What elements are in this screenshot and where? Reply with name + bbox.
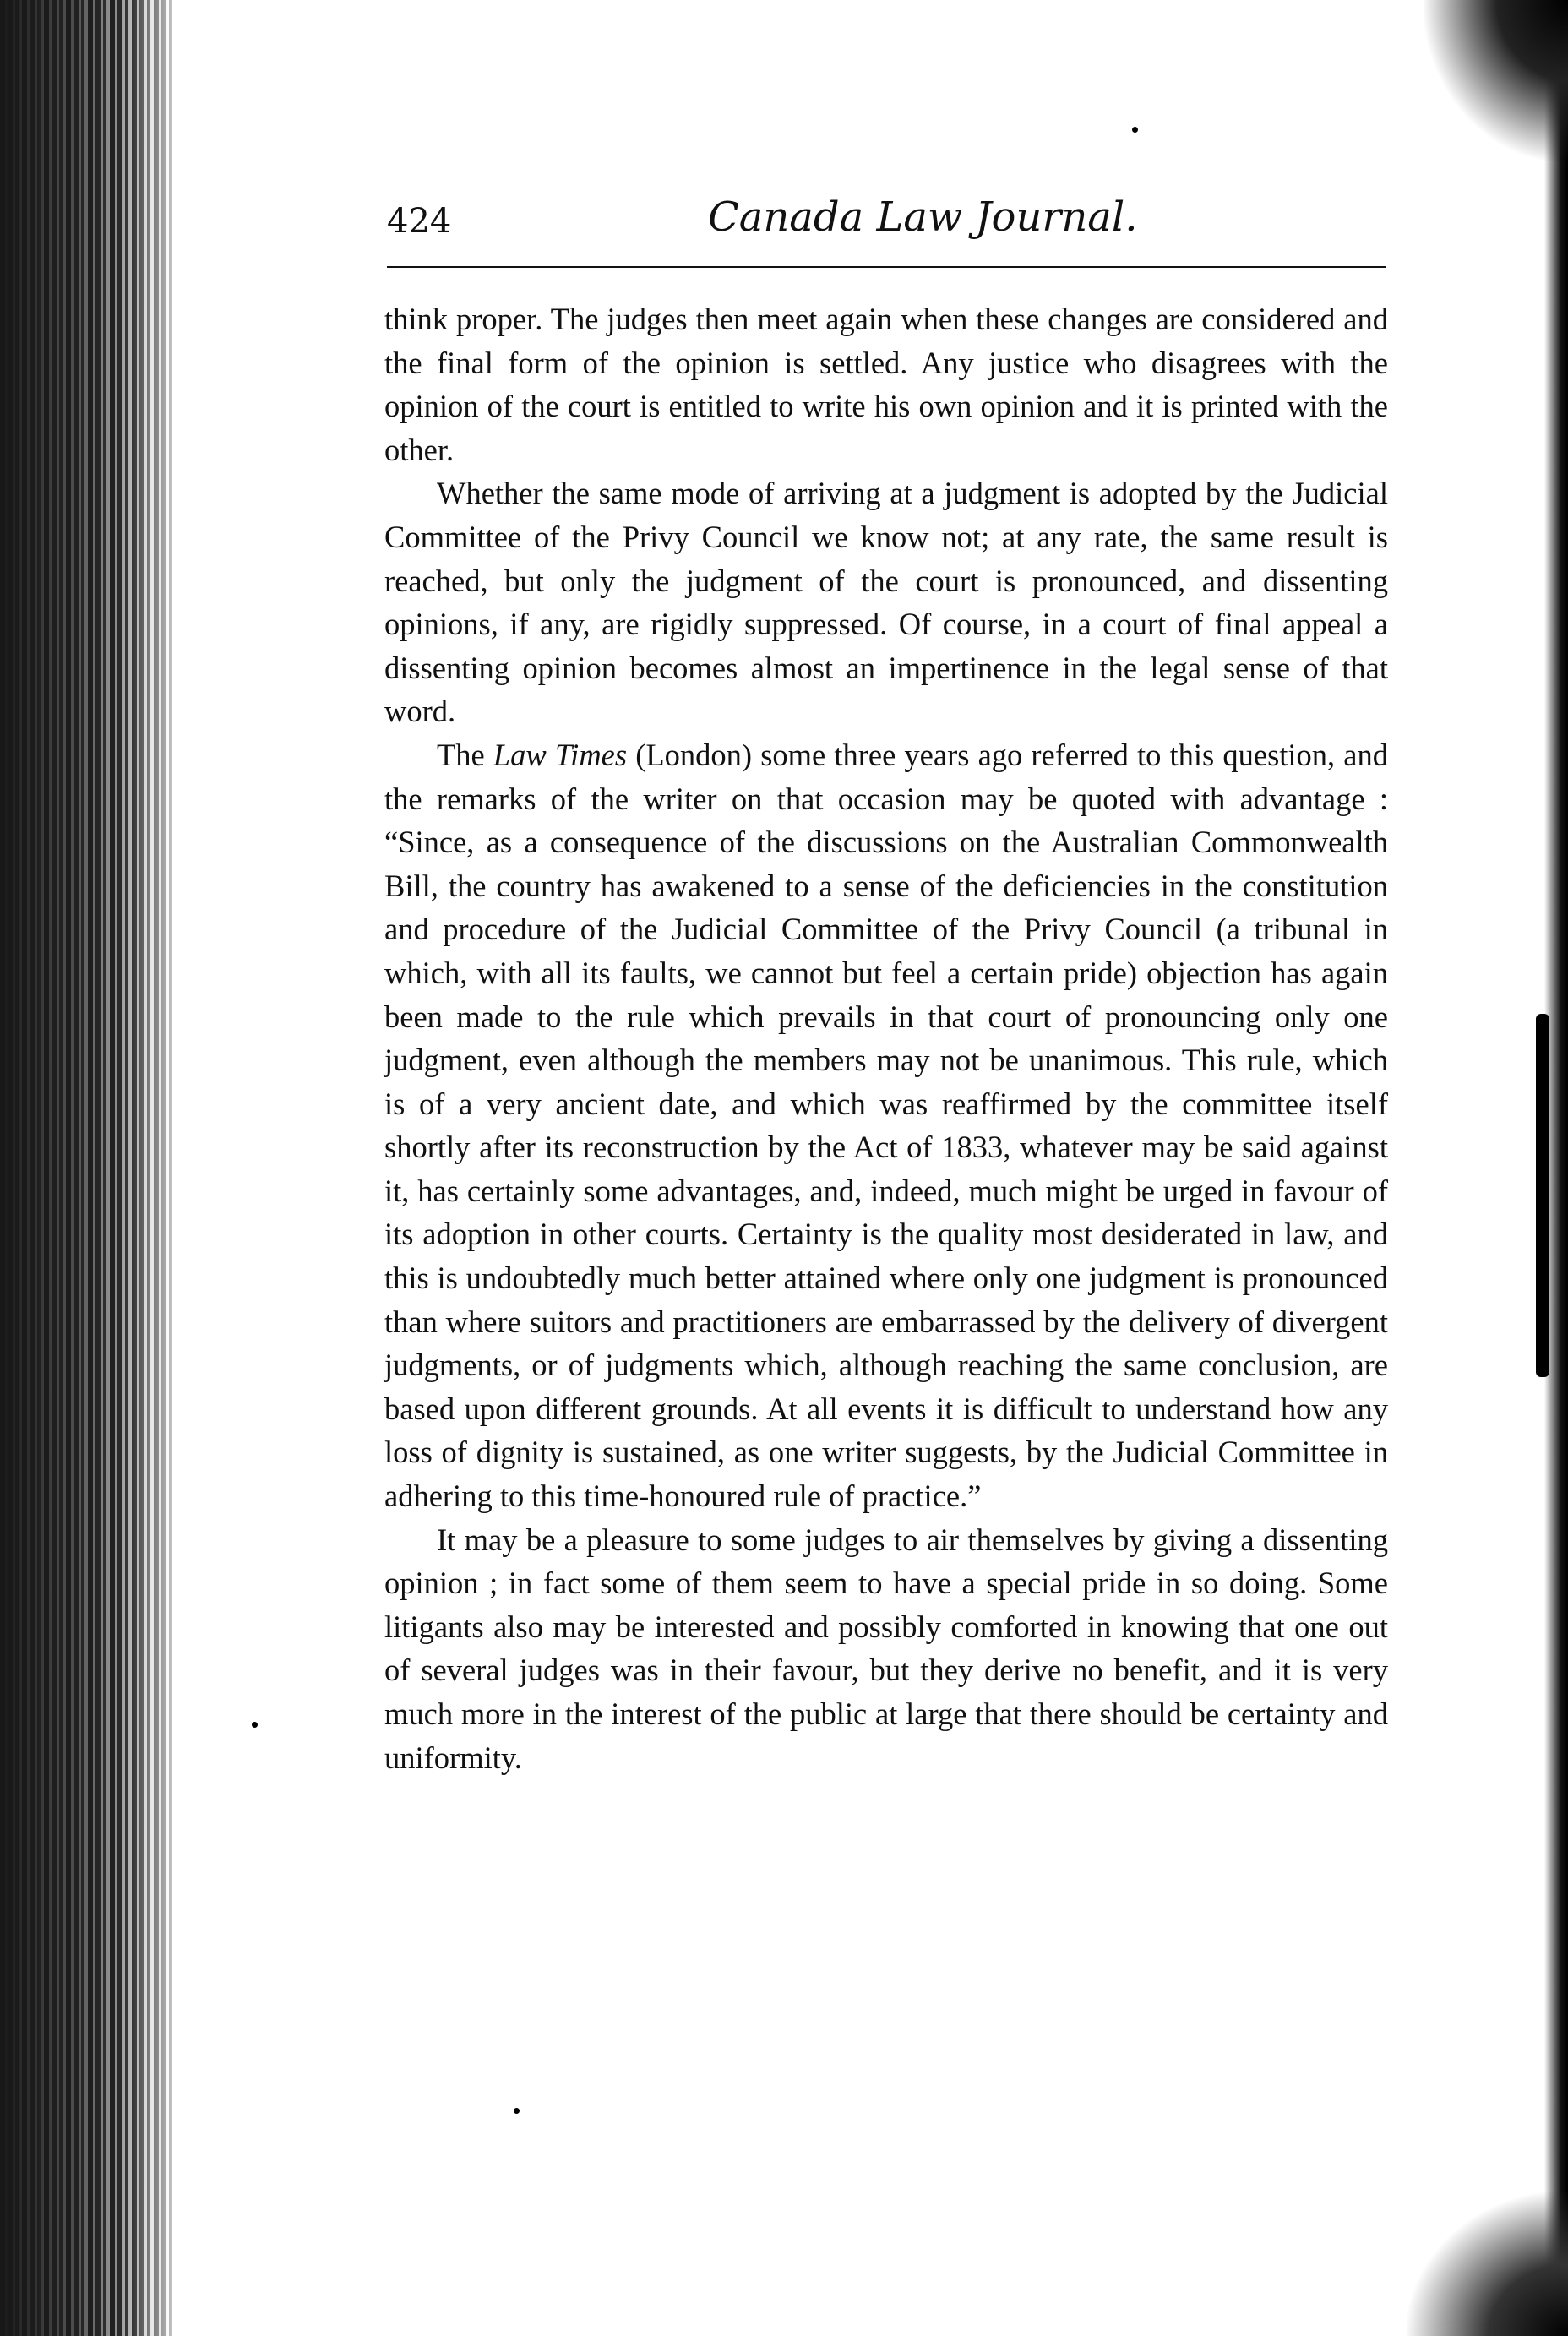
paragraph-2: Whether the same mode of arriving at a judgment is adopted by the Judicial Committee of the Privy Council we know not; at any rate, the same result is reached, but only the judgment of the court is pronounced, and dissenting opinions, if any, are rigidly suppressed. Of course, in a court of final appeal a dissenting opinion becomes almost an impertinence in the legal sense of that word.	[384, 476, 1388, 729]
paragraph-4: It may be a pleasure to some judges to air themselves by giving a dissenting opinion ; in fact some of them seem to have a special pride in so doing. Some litigants also may be interested and possibly comforted in knowing that one out of several judges was in their favour, but they derive no benefit, and it is very much more in the interest of the public at large that there should be certainty and uniformity.	[384, 1522, 1388, 1775]
paragraph-3-lead: The	[437, 737, 493, 772]
page-number: 424	[387, 202, 452, 241]
paragraph-3	[384, 733, 1388, 1518]
corner-shadow-top	[1424, 0, 1568, 161]
header-rule	[387, 266, 1386, 268]
dust-speck	[252, 1722, 258, 1728]
dust-speck	[1132, 127, 1138, 133]
article-body	[384, 297, 1388, 1779]
paragraph-1: think proper. The judges then meet again when these changes are considered and the final form of the opinion is settled. Any justice who disagrees with the opinion of the court is entitled to write his own opinion and it is printed with the other.	[384, 302, 1388, 467]
right-edge-mark	[1536, 1014, 1549, 1377]
binding-shadow-fade	[127, 0, 194, 2336]
publication-name: Law Times	[493, 737, 628, 772]
paragraph-3-text: (London) some three years ago referred to this question, and the remarks of the writer on that occasion may be quoted with advantage : “Since, as a consequence of the discussions on the Australian Commonwealth Bill, the country has awakened to a sense of the deficiencies in the constitution and procedure of the Judicial Committee of the Privy Council (a tribunal in which, with all its faults, we cannot but feel a certain pride) objection has again been made to the rule which prevails in that court of pronouncing only one judgment, even although the members may not be unanimous. This rule, which is of a very ancient date, and which was reaffirmed by the committee itself shortly after its reconstruction by the Act of 1833, whatever may be said against it, has certainly some advantages, and, indeed, much might be urged in favour of its adoption in other courts. Certainty is the quality most desiderated in law, and this is undoubtedly much better attained where only one judgment is pronounced than where suitors and practitioners are embarrassed by the delivery of divergent judgments, or of judgments which, although reaching the same conclusion, are based upon different grounds. At all events it is difficult to understand how any loss of dignity is sustained, as one writer suggests, by the Judicial Committee in adhering to this time-honoured rule of practice.”	[384, 737, 1388, 1514]
corner-shadow-bottom	[1407, 2192, 1568, 2336]
running-head	[387, 190, 1386, 258]
journal-title: Canada Law Journal.	[708, 193, 1138, 241]
dust-speck	[514, 2108, 520, 2114]
